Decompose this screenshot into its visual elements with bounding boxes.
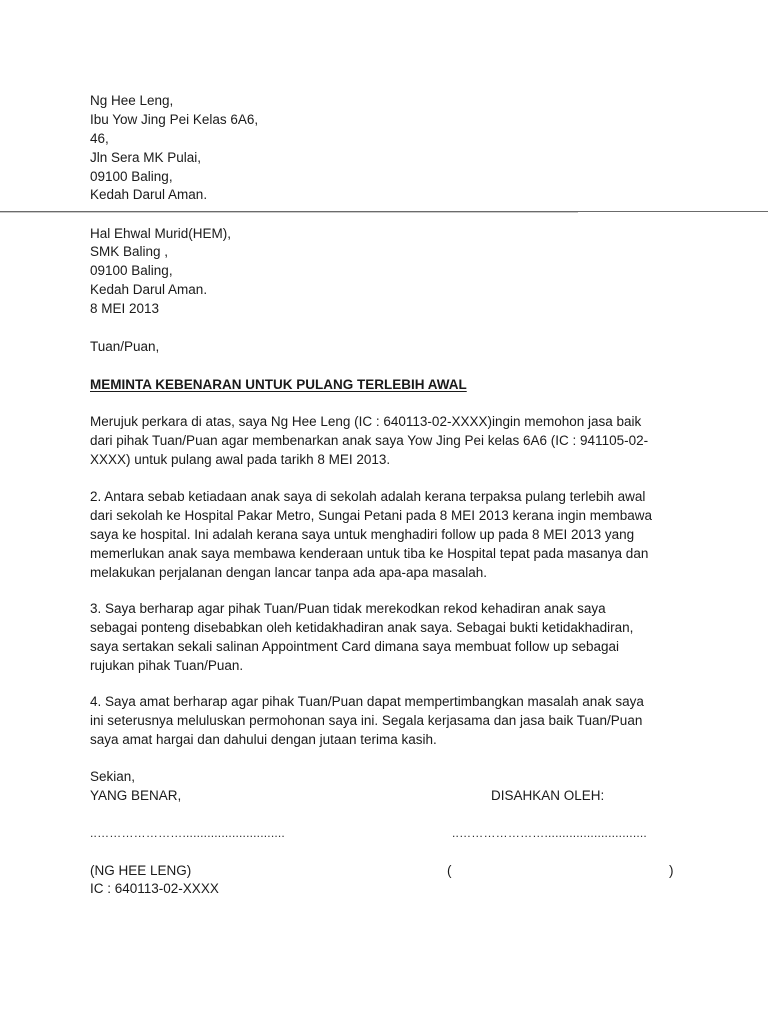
closing-disahkan: DISAHKAN OLEH: bbox=[491, 788, 605, 803]
letter-date: 8 MEI 2013 bbox=[90, 301, 160, 316]
signature-line-left: ..…………………............................. bbox=[90, 826, 285, 840]
sender-line: 09100 Baling, bbox=[90, 169, 173, 184]
paragraph-3 bbox=[90, 599, 680, 675]
paragraph-line: XXXX) untuk pulang awal pada tarikh 8 MEI 2013. bbox=[90, 452, 391, 467]
sender-line: Ng Hee Leng, bbox=[90, 93, 174, 108]
approver-paren-open: ( bbox=[447, 863, 452, 878]
closing-yang-benar: YANG BENAR, bbox=[90, 788, 182, 803]
sender-line: Jln Sera MK Pulai, bbox=[90, 150, 202, 165]
recipient-line: SMK Baling , bbox=[90, 244, 169, 259]
paragraph-line: Merujuk perkara di atas, saya Ng Hee Leng (IC : 640113-02-XXXX)ingin memohon jasa baik bbox=[90, 414, 642, 429]
closing-sekian: Sekian, bbox=[90, 769, 136, 784]
sender-line: 46, bbox=[90, 131, 109, 146]
paragraph-line: 3. Saya berharap agar pihak Tuan/Puan tidak merekodkan rekod kehadiran anak saya bbox=[90, 601, 606, 616]
paragraph-2 bbox=[90, 487, 680, 582]
recipient-line: 09100 Baling, bbox=[90, 263, 173, 278]
paragraph-line: saya amat hargai dan dahului dengan jutaan terima kasih. bbox=[90, 732, 437, 747]
recipient-line: Hal Ehwal Murid(HEM), bbox=[90, 226, 232, 241]
paragraph-line: ini seterusnya meluluskan permohonan saya ini. Segala kerjasama dan jasa baik Tuan/Puan bbox=[90, 713, 643, 728]
signature-line-right: ..…………………............................. bbox=[452, 826, 647, 840]
paragraph-1 bbox=[90, 412, 680, 469]
paragraph-line: melakukan perjalanan dengan lancar tanpa ada apa-apa masalah. bbox=[90, 565, 488, 580]
paragraph-4 bbox=[90, 692, 680, 749]
paragraph-line: saya sertakan sekali salinan Appointment Card dimana saya membuat follow up sebagai bbox=[90, 639, 620, 654]
signatory-ic: IC : 640113-02-XXXX bbox=[90, 881, 219, 896]
signatory-name: (NG HEE LENG) bbox=[90, 863, 192, 878]
paragraph-line: dari sekolah ke Hospital Pakar Metro, Sungai Petani pada 8 MEI 2013 kerana ingin membawa bbox=[90, 508, 653, 523]
paragraph-line: dari pihak Tuan/Puan agar membenarkan anak saya Yow Jing Pei kelas 6A6 (IC : 941105-02- bbox=[90, 433, 649, 448]
recipient-line: Kedah Darul Aman. bbox=[90, 282, 208, 297]
approver-paren-close: ) bbox=[669, 863, 674, 878]
sender-line: Ibu Yow Jing Pei Kelas 6A6, bbox=[90, 112, 259, 127]
salutation: Tuan/Puan, bbox=[90, 339, 160, 354]
paragraph-line: sebagai ponteng disebabkan oleh ketidakhadiran anak saya. Sebagai bukti ketidakhadiran, bbox=[90, 620, 634, 635]
paragraph-line: 2. Antara sebab ketiadaan anak saya di sekolah adalah kerana terpaksa pulang terlebih awal bbox=[90, 489, 646, 504]
paragraph-line: rujukan pihak Tuan/Puan. bbox=[90, 658, 244, 673]
sender-line: Kedah Darul Aman. bbox=[90, 187, 208, 202]
paragraph-line: 4. Saya amat berharap agar pihak Tuan/Puan dapat mempertimbangkan masalah anak saya bbox=[90, 694, 644, 709]
paragraph-line: saya ke hospital. Ini adalah kerana saya untuk menghadiri follow up pada 8 MEI 2013 yang bbox=[90, 527, 635, 542]
letter-subject: MEMINTA KEBENARAN UNTUK PULANG TERLEBIH AWAL bbox=[90, 377, 467, 392]
paragraph-line: memerlukan anak saya membawa kenderaan untuk tiba ke Hospital tepat pada masanya dan bbox=[90, 546, 649, 561]
divider-shadow bbox=[0, 212, 578, 213]
